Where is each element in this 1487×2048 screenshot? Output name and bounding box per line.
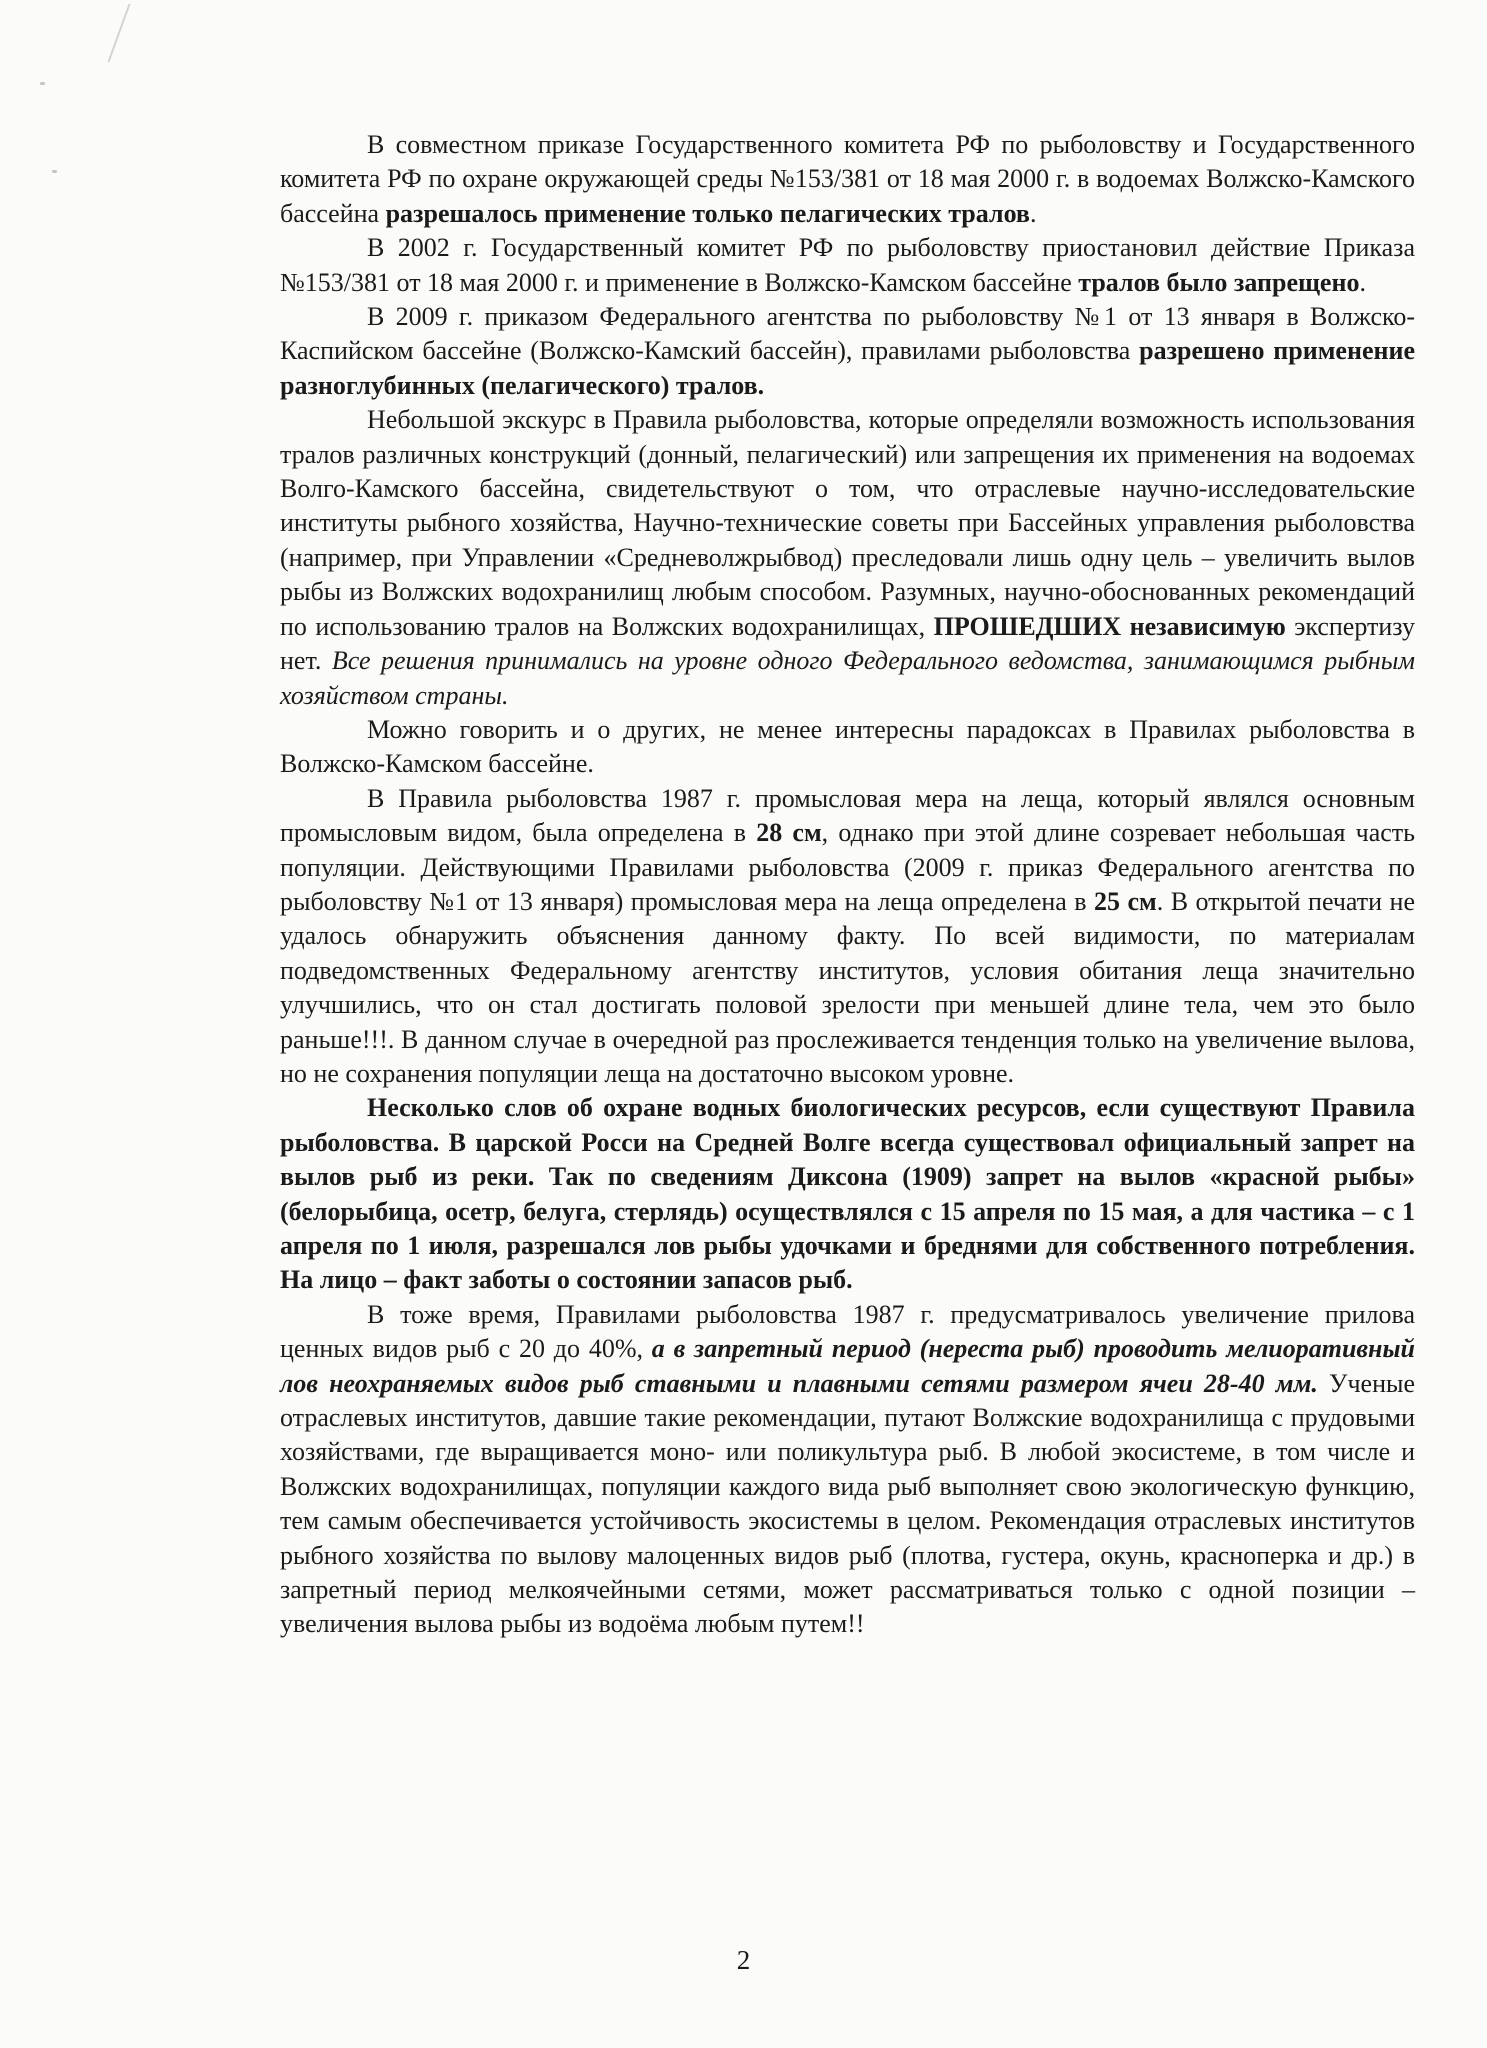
document-body [280,128,1415,1642]
text-run: Небольшой экскурс в Правила рыболовства, которые определяли возможность использования тралов различных конструкций (донный, пелагический) или запрещения их применения на водоемах Волго-Камского бассейна, свидетельствуют о том, что отраслевые научно-исследовательские институты рыбного хозяйства, Научно-технические советы при Бассейных управления рыболовства (например, при Управлении «Средневолжрыбвод) преследовали лишь одну цель – увеличить вылов рыбы из Волжских водохранилищ любым способом. Разумных, научно-обоснованных рекомендаций по использованию тралов на Волжских водохранилищах, [280,405,1415,641]
text-run: В 2002 г. Государственный комитет РФ по рыболовству приостановил действие Приказа №153/381 от 18 мая 2000 г. и применение в Волжско-Камском бассейне [280,233,1415,297]
text-run: . [1029,198,1037,228]
page-number: 2 [736,1945,751,1975]
text-run: В 2009 г. приказом Федерального агентства по рыболовству №1 от 13 января в Волжско-Каспийском бассейне (Волжско-Камский бассейн), правилами рыболовства [280,302,1415,366]
text-run: . [1359,267,1366,297]
emphasis-text: а в запретный период (нереста рыб) проводить мелиоративный лов неохраняемых видов рыб ставными и плавными сетями размером ячеи 28-40 мм. [280,1334,1415,1398]
bold-text: ПРОШЕДШИХ независимую [933,611,1286,641]
scan-artifact-dot [52,170,57,173]
paragraph [280,713,1415,782]
text-run: Несколько слов об охране водных биологических ресурсов, если существуют Правила рыболовства. В царской Росси на Средней Волге всегда существовал официальный запрет на вылов рыб из реки. Так по сведениям Диксона (1909) запрет на вылов «красной рыбы» (белорыбица, осетр, белуга, стерлядь) осуществлялся с 15 апреля по 15 мая, а для частика – с 1 апреля по 1 июля, разрешался лов рыбы удочками и бреднями для собственного потребления. На лицо – факт заботы о состоянии запасов рыб. [280,1093,1415,1295]
text-run: , однако при этой длине созревает небольшая часть популяции. Действующими Правилами рыболовства (2009 г. приказ Федерального агентства по рыболовству №1 от 13 января) промысловая мера на леща определена в [280,818,1415,916]
bold-text: 25 см [1094,886,1157,916]
bold-text: 28 см [756,818,822,848]
text-run: экспертизу нет. [280,611,1416,676]
text-run: Можно говорить и о других, не менее интересны парадоксах в Правилах рыболовства в Волжско-Камском бассейне. [280,714,1415,779]
paragraph [280,1091,1415,1297]
text-run: Ученые отраслевых институтов, давшие такие рекомендации, путают Волжские водохранилища с прудовыми хозяйствами, где выращивается моно- или поликультура рыб. В любой экосистеме, в том числе и Волжских водохранилищах, популяции каждого вида рыб выполняет свою экологическую функцию, тем самым обеспечивается устойчивость экосистемы в целом. Рекомендация отраслевых институтов рыбного хозяйства по вылову малоценных видов рыб (плотва, густера, окунь, красноперка и др.) в запретный период мелкоячейными сетями, может рассматриваться только с одной позиции – увеличения вылова рыбы из водоёма любым путем!! [280,1368,1416,1639]
bold-text: разрешалось применение только пелагических тралов [385,198,1030,228]
paragraph [280,782,1415,1092]
paragraph [280,403,1415,713]
paragraph [280,231,1415,300]
scan-artifact-mark [107,4,156,62]
italic-text: Все решения принимались на уровне одного Федерального ведомства, занимающимся рыбным хозяйством страны. [280,646,1415,710]
paragraph [280,1298,1415,1642]
text-run: . В открытой печати не удалось обнаружить объяснения данному факту. По всей видимости, по материалам подведомственных Федеральному агентству институтов, условия обитания леща значительно улучшились, что он стал достигать половой зрелости при меньшей длине тела, чем это было раньше!!!. В данном случае в очередной раз прослеживается тенденция только на увеличение вылова, но не сохранения популяции леща на достаточно высоком уровне. [280,886,1415,1088]
bold-text: разрешено применение разноглубинных (пелагического) тралов. [280,336,1415,400]
text-run: В совместном приказе Государственного комитета РФ по рыболовству и Государственного комитета РФ по охране окружающей среды №153/381 от 18 мая 2000 г. в водоемах Волжско-Камского бассейна [280,130,1415,228]
bold-text: тралов было запрещено [1078,267,1360,297]
text-run: В тоже время, Правилами рыболовства 1987 г. предусматривалось увеличение прилова ценных видов рыб с 20 до 40%, [280,1299,1415,1364]
paragraph [280,128,1415,231]
scan-artifact-dot [40,82,45,85]
text-run: В Правила рыболовства 1987 г. промысловая мера на леща, который являлся основным промысловым видом, была определена в [280,783,1415,848]
paragraph [280,300,1415,403]
